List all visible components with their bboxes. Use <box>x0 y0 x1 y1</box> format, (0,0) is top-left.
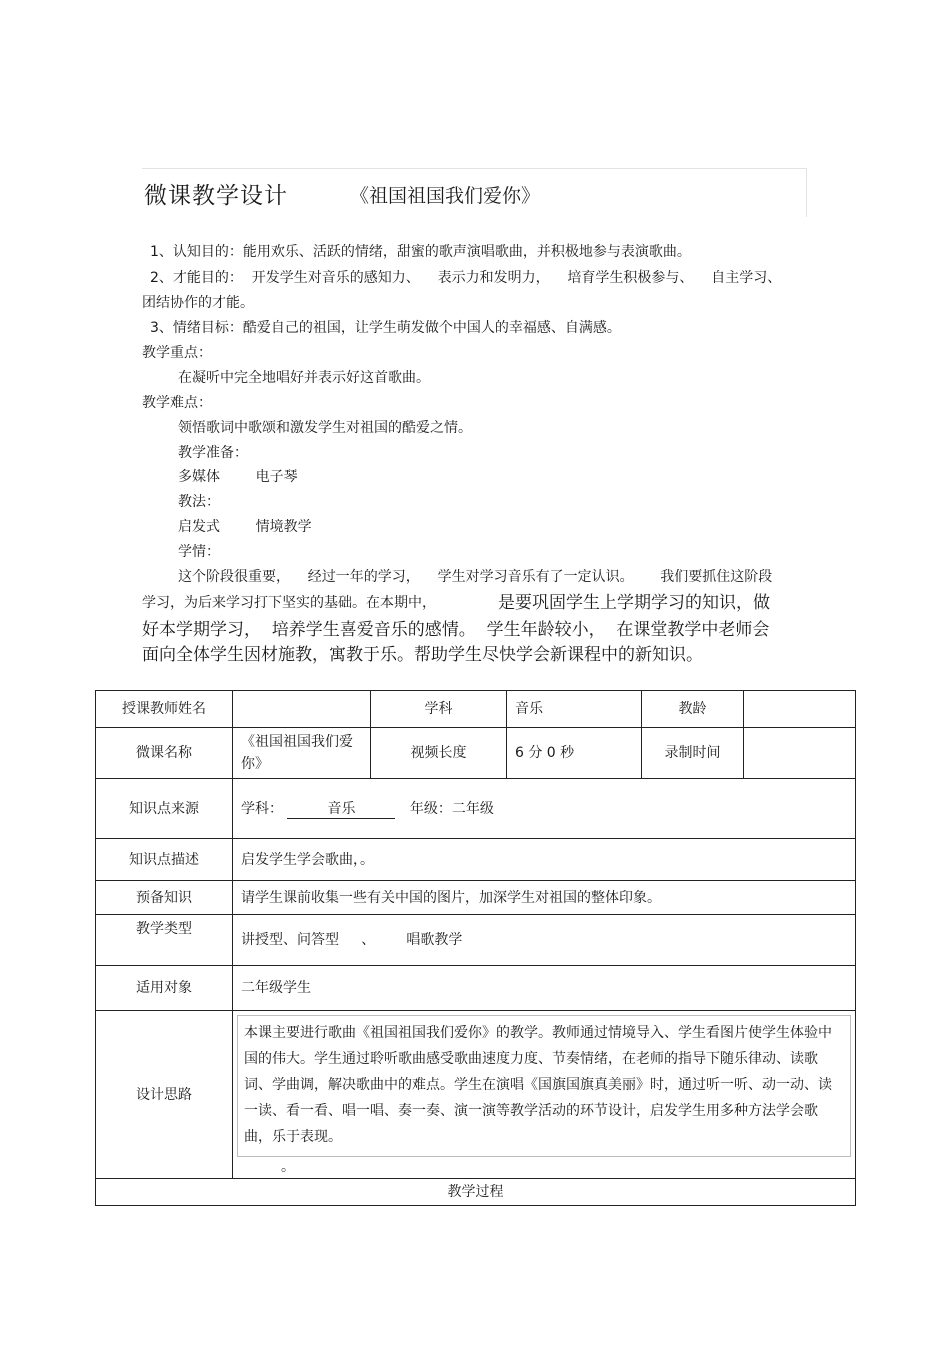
prerequisite-label: 预备知识 <box>96 881 233 915</box>
design-idea-cell <box>233 1011 856 1179</box>
table-row <box>96 966 856 1011</box>
method-label: 教法： <box>178 494 220 510</box>
situation-line-3: 好本学期学习， 培养学生喜爱音乐的感情。 学生年龄较小， 在课堂教学中老师会 <box>142 620 770 640</box>
subject-value: 音乐 <box>507 691 642 728</box>
source-grade: 年级：二年级 <box>409 800 494 817</box>
table-row <box>96 915 856 966</box>
goal-2-line-2: 团结协作的才能。 <box>142 295 254 311</box>
prep-text: 多媒体 电子琴 <box>178 469 298 485</box>
situation-label: 学情： <box>178 544 220 560</box>
teacher-name-value <box>233 691 371 728</box>
course-name-label: 微课名称 <box>96 728 233 779</box>
teaching-type-value: 讲授型、问答型 、 唱歌教学 <box>233 915 856 966</box>
knowledge-desc-label: 知识点描述 <box>96 839 233 881</box>
situation-line-4: 面向全体学生因材施教，寓教于乐。帮助学生尽快学会新课程中的新知识。 <box>142 645 703 665</box>
course-info-table <box>95 690 856 1206</box>
design-idea-text: 本课主要进行歌曲《祖国祖国我们爱你》的教学。教师通过情境导入、学生看图片使学生体验中国的伟大。学生通过聆听歌曲感受歌曲速度力度、节奏情绪，在老师的指导下随乐律动、读歌词、学曲调，解决歌曲中的难点。学生在演唱《国旗国旗真美丽》时，通过听一听、动一动、读一读、看一看、唱一唱、奏一奏、演一演等教学活动的环节设计，启发学生用多种方法学会歌曲，乐于表现。 <box>237 1015 851 1157</box>
teaching-years-label: 教龄 <box>642 691 744 728</box>
video-length-label: 视频长度 <box>371 728 507 779</box>
record-time-label: 录制时间 <box>642 728 744 779</box>
table-row <box>96 779 856 839</box>
design-idea-label: 设计思路 <box>96 1011 233 1179</box>
key-point-label: 教学重点： <box>142 345 212 361</box>
prep-label: 教学准备： <box>178 445 248 461</box>
knowledge-desc-value: 启发学生学会歌曲，。 <box>233 839 856 881</box>
table-row <box>96 1179 856 1206</box>
situation-line-2b: 是要巩固学生上学期学习的知识，做 <box>498 593 770 613</box>
subject-label: 学科 <box>371 691 507 728</box>
difficulty-text: 领悟歌词中歌颂和激发学生对祖国的酷爱之情。 <box>178 420 472 436</box>
table-row <box>96 839 856 881</box>
situation-line-1: 这个阶段很重要， 经过一年的学习， 学生对学习音乐有了一定认识。 我们要抓住这阶段 <box>178 569 773 585</box>
audience-value: 二年级学生 <box>233 966 856 1011</box>
table-row <box>96 881 856 915</box>
course-name-value: 《祖国祖国我们爱你》 <box>233 728 371 779</box>
table-row <box>96 728 856 779</box>
table-row <box>96 691 856 728</box>
prerequisite-value: 请学生课前收集一些有关中国的图片，加深学生对祖国的整体印象。 <box>233 881 856 915</box>
design-idea-trailing: 。 <box>281 1159 295 1175</box>
teaching-process-header: 教学过程 <box>96 1179 856 1206</box>
method-text: 启发式 情境教学 <box>178 519 312 535</box>
record-time-value <box>744 728 856 779</box>
page-title: 微课教学设计 <box>144 183 288 209</box>
key-point-text: 在凝听中完全地唱好并表示好这首歌曲。 <box>178 370 430 386</box>
video-length-value: 6 分 0 秒 <box>507 728 642 779</box>
knowledge-source-value <box>233 779 856 839</box>
goal-3: 3、情绪目标：酷爱自己的祖国，让学生萌发做个中国人的幸福感、自满感。 <box>150 320 621 336</box>
teaching-type-label: 教学类型 <box>96 915 233 966</box>
lesson-title: 《祖国祖国我们爱你》 <box>350 185 541 207</box>
difficulty-label: 教学难点： <box>142 395 212 411</box>
title-box <box>142 168 807 217</box>
goal-1: 1、认知目的：能用欢乐、活跃的情绪，甜蜜的歌声演唱歌曲，并积极地参与表演歌曲。 <box>150 244 691 260</box>
source-subject-value: 音乐 <box>287 800 395 819</box>
knowledge-source-label: 知识点来源 <box>96 779 233 839</box>
table-row <box>96 1011 856 1179</box>
teaching-years-value <box>744 691 856 728</box>
audience-label: 适用对象 <box>96 966 233 1011</box>
source-subject-label: 学科： <box>241 800 283 817</box>
situation-line-2: 学习，为后来学习打下坚实的基础。在本期中， <box>142 595 436 611</box>
goal-2-line-1: 2、才能目的： 开发学生对音乐的感知力、 表示力和发明力， 培育学生积极参与、 自主学习、 <box>150 270 782 286</box>
teacher-name-label: 授课教师姓名 <box>96 691 233 728</box>
